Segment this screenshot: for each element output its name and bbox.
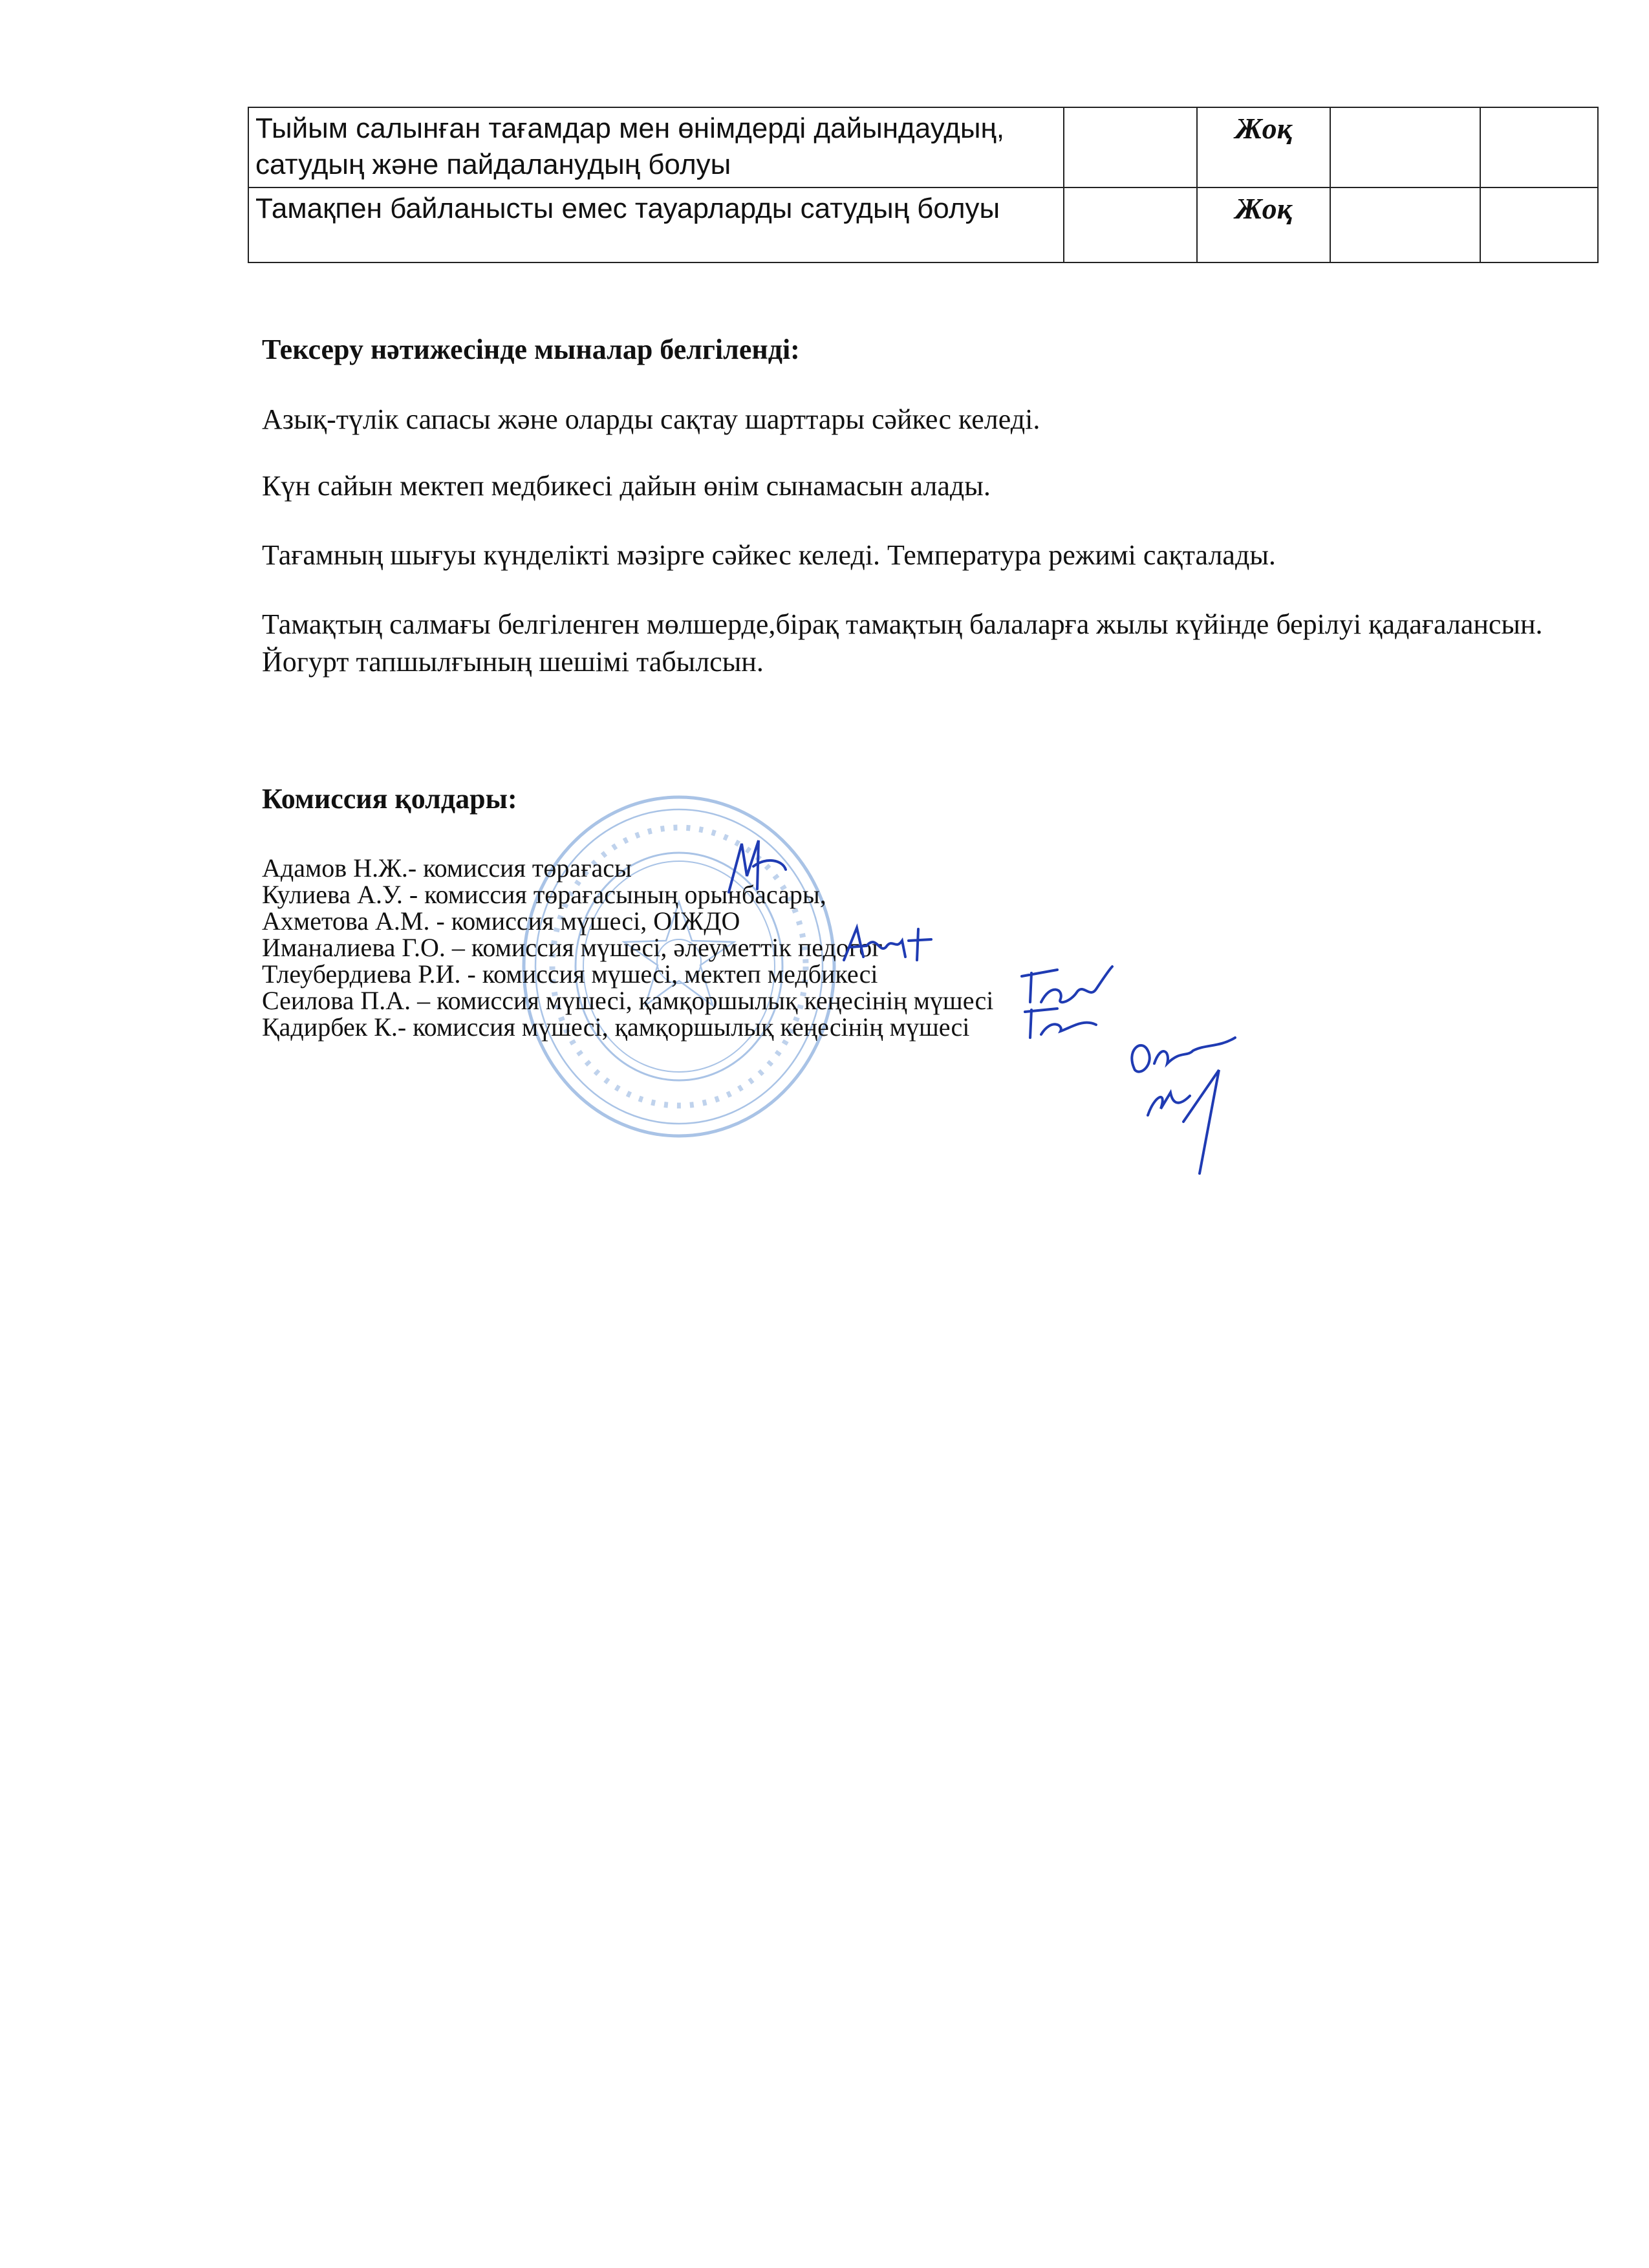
table-cell-answer: Жоқ bbox=[1197, 107, 1330, 187]
findings-paragraph: Азық-түлік сапасы және оларды сақтау шарттары сәйкес келеді. bbox=[262, 403, 1040, 435]
table-cell-empty bbox=[1330, 187, 1480, 262]
table-row bbox=[248, 187, 1598, 262]
table-cell-answer: Жоқ bbox=[1197, 187, 1330, 262]
commission-member: Сеилова П.А. – комиссия мүшесі, қамқоршылық кеңесінің мүшесі bbox=[262, 986, 994, 1015]
findings-paragraph: Тағамның шығуы күнделікті мәзірге сәйкес келеді. Температура режимі сақталады. bbox=[262, 539, 1276, 571]
findings-paragraph: Тамақтың салмағы белгіленген мөлшерде,бірақ тамақтың балаларға жылы күйінде берілуі қадағалансын. Йогурт тапшылғының шешімі табылсын. bbox=[262, 608, 1543, 678]
commission-member: Иманалиева Г.О. – комиссия мүшесі, әлеуметтік педогог bbox=[262, 933, 883, 962]
table-cell-item: Тамақпен байланысты емес тауарларды сатудың болуы bbox=[248, 187, 1064, 262]
commission-member: Ахметова А.М. - комиссия мүшесі, ОІЖДО bbox=[262, 906, 740, 936]
signature-chairman bbox=[721, 831, 792, 902]
table-cell-empty bbox=[1480, 107, 1598, 187]
commission-member: Адамов Н.Ж.- комиссия төрағасы bbox=[262, 853, 632, 883]
commission-member: Тлеубердиева Р.И. - комиссия мүшесі, мектеп медбикесі bbox=[262, 959, 878, 989]
table-row bbox=[248, 107, 1598, 187]
table-cell-empty bbox=[1330, 107, 1480, 187]
table-cell-empty bbox=[1064, 187, 1197, 262]
commission-member: Қадирбек К.- комиссия мүшесі, қамқоршылық кеңесінің мүшесі bbox=[262, 1012, 970, 1042]
signature-member bbox=[841, 921, 938, 967]
check-table bbox=[248, 107, 1599, 263]
findings-heading: Тексеру нәтижесінде мыналар белгіленді: bbox=[262, 334, 800, 365]
table-cell-item: Тыйым салынған тағамдар мен өнімдерді дайындаудың, сатудың және пайдаланудың болуы bbox=[248, 107, 1064, 187]
commission-member: Кулиева А.У. - комиссия төрағасының орынбасары, bbox=[262, 880, 826, 909]
commission-heading: Комиссия қолдары: bbox=[262, 783, 517, 815]
table-cell-empty bbox=[1480, 187, 1598, 262]
findings-paragraph: Күн сайын мектеп медбикесі дайын өнім сынамасын алады. bbox=[262, 470, 991, 502]
table-cell-empty bbox=[1064, 107, 1197, 187]
signature-member bbox=[1122, 1031, 1245, 1180]
signature-member bbox=[1012, 963, 1122, 1041]
